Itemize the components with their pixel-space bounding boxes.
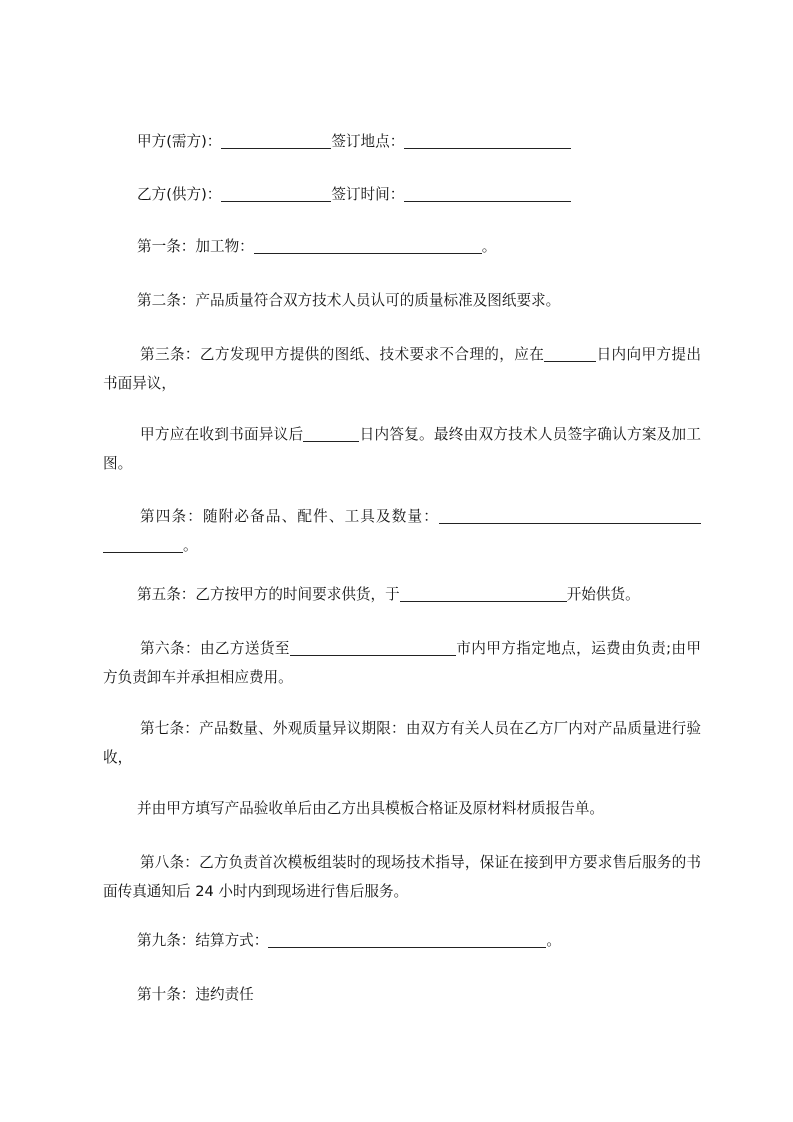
article-3b-blank xyxy=(303,425,359,442)
party-b-line xyxy=(103,180,701,209)
article-3-post: 日内向甲方提出书面异议， xyxy=(103,346,701,392)
article-7b-text: 并由甲方填写产品验收单后由乙方出具模板合格证及原材料材质报告单。 xyxy=(137,800,605,817)
article-3-blank xyxy=(544,345,596,362)
article-9-blank xyxy=(268,931,546,948)
article-4-blank-a xyxy=(439,507,701,524)
article-5 xyxy=(103,580,701,609)
party-a-label: 甲方(需方)： xyxy=(137,133,222,150)
article-4 xyxy=(103,502,701,560)
article-3-pre: 第三条：乙方发现甲方提供的图纸、技术要求不合理的，应在 xyxy=(140,346,545,363)
sign-time-blank xyxy=(404,185,571,202)
article-5-blank xyxy=(400,585,567,602)
article-7-text: 第七条：产品数量、外观质量异议期限：由双方有关人员在乙方厂内对产品质量进行验收， xyxy=(103,720,701,766)
article-4-text: 第四条：随附必备品、配件、工具及数量： xyxy=(140,508,439,525)
article-10 xyxy=(103,980,701,1009)
article-6 xyxy=(103,634,701,692)
article-9 xyxy=(103,926,701,955)
article-4-blank-b xyxy=(103,536,183,553)
party-b-label: 乙方(供方)： xyxy=(137,186,222,203)
article-1-blank xyxy=(254,237,482,254)
article-2-text: 第二条：产品质量符合双方技术人员认可的质量标准及图纸要求。 xyxy=(137,292,561,309)
article-6-pre: 第六条：由乙方送货至 xyxy=(140,640,290,657)
article-1-text: 第一条：加工物： xyxy=(137,238,254,255)
article-7b xyxy=(103,794,701,823)
article-7 xyxy=(103,714,701,772)
article-3b-pre: 甲方应在收到书面异议后 xyxy=(140,426,304,443)
article-8 xyxy=(103,848,701,906)
article-10-text: 第十条：违约责任 xyxy=(137,986,254,1003)
article-3 xyxy=(103,340,701,398)
article-4-end: 。 xyxy=(183,537,198,554)
article-6-post: 市内甲方指定地点，运费由负责;由甲方负责卸车并承担相应费用。 xyxy=(103,640,701,686)
article-8-text: 第八条：乙方负责首次模板组装时的现场技术指导，保证在接到甲方要求售后服务的书面传真通知后 24 小时内到现场进行售后服务。 xyxy=(103,854,701,900)
party-a-blank xyxy=(221,132,331,149)
article-9-text: 第九条：结算方式： xyxy=(137,932,269,949)
sign-place-blank xyxy=(404,132,571,149)
article-1 xyxy=(103,232,701,261)
article-9-end: 。 xyxy=(546,932,561,949)
article-2 xyxy=(103,286,701,315)
article-5-pre: 第五条：乙方按甲方的时间要求供货，于 xyxy=(137,586,400,603)
article-5-post: 开始供货。 xyxy=(566,586,640,603)
article-6-blank xyxy=(290,639,456,656)
sign-time-label: 签订时间： xyxy=(331,186,405,203)
party-a-line xyxy=(103,127,701,156)
article-3b xyxy=(103,420,701,478)
article-3b-post: 日内答复。最终由双方技术人员签字确认方案及加工图。 xyxy=(103,426,701,472)
sign-place-label: 签订地点： xyxy=(331,133,405,150)
article-1-end: 。 xyxy=(481,238,497,255)
party-b-blank xyxy=(221,185,331,202)
